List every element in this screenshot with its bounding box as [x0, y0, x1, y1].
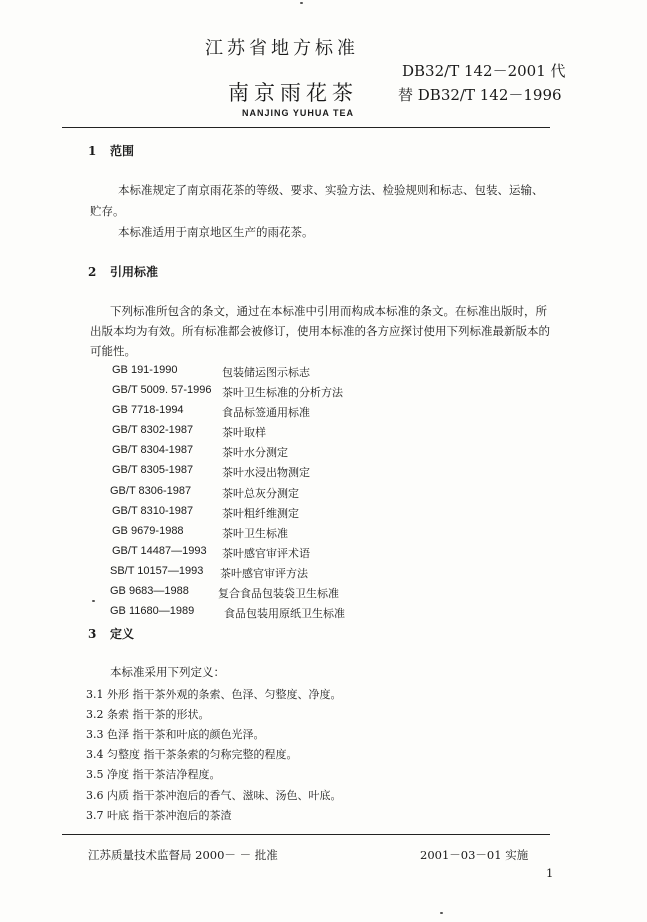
section-heading-definitions — [88, 625, 134, 642]
reference-code: GB 11680—1989 — [110, 605, 195, 617]
definition-item: 3.7 叶底 指干茶冲泡后的茶渣 — [86, 809, 232, 822]
page-number: 1 — [546, 866, 554, 880]
section-number: 2 — [88, 265, 97, 279]
references-intro-line: 可能性。 — [90, 344, 136, 358]
reference-code: GB/T 8304-1987 — [112, 444, 194, 456]
reference-title: 茶叶水浸出物测定 — [222, 466, 310, 479]
standard-code: DB32/T 142－2001 代 — [402, 62, 566, 80]
reference-code: GB/T 8302-1987 — [112, 424, 194, 436]
section-title: 引用标准 — [110, 265, 159, 279]
document-title: 南京雨花茶 — [228, 81, 358, 105]
reference-code: GB/T 5009. 57-1996 — [112, 384, 212, 396]
reference-code: GB/T 8305-1987 — [112, 464, 194, 476]
reference-title: 茶叶取样 — [222, 426, 266, 439]
header-divider — [62, 127, 550, 128]
scope-paragraph: 本标准适用于南京地区生产的雨花茶。 — [118, 225, 314, 239]
reference-title: 食品包装用原纸卫生标准 — [224, 607, 345, 620]
approval-line: 江苏质量技术监督局 2000－ － 批准 — [88, 848, 278, 862]
replaced-standard: 替 DB32/T 142－1996 — [398, 86, 562, 104]
effective-date: 2001－03－01 实施 — [420, 848, 529, 862]
reference-title: 茶叶卫生标准的分析方法 — [222, 386, 343, 399]
reference-code: GB/T 14487—1993 — [112, 545, 207, 557]
issuing-body: 江苏省地方标准 — [205, 38, 359, 59]
definitions-intro: 本标准采用下列定义： — [110, 665, 225, 679]
section-number: 3 — [88, 627, 97, 641]
definition-item: 3.1 外形 指干茶外观的条索、色泽、匀整度、净度。 — [86, 688, 342, 701]
section-title: 范围 — [110, 144, 135, 158]
reference-code: GB 9679-1988 — [112, 525, 184, 537]
reference-title: 茶叶总灰分测定 — [222, 487, 299, 500]
reference-title: 茶叶感官审评术语 — [222, 547, 310, 560]
reference-title: 复合食品包装袋卫生标准 — [218, 587, 339, 600]
reference-title: 包装储运图示标志 — [222, 366, 310, 379]
reference-title: 茶叶粗纤维测定 — [222, 507, 299, 520]
reference-title: 茶叶卫生标准 — [222, 527, 288, 540]
reference-title: 茶叶感官审评方法 — [220, 567, 308, 580]
scan-speck — [300, 2, 303, 4]
scope-paragraph-line: 本标准规定了南京雨花茶的等级、要求、实验方法、检验规则和标志、包装、运输、 — [118, 183, 544, 197]
reference-code: GB 7718-1994 — [112, 404, 184, 416]
section-heading-references — [88, 263, 158, 280]
reference-code: GB/T 8306-1987 — [110, 485, 192, 497]
footer-divider — [62, 834, 550, 835]
section-title: 定义 — [110, 627, 135, 641]
reference-code: GB 9683—1988 — [110, 585, 189, 597]
definition-item: 3.5 净度 指干茶洁净程度。 — [86, 768, 221, 781]
scan-speck — [440, 912, 443, 914]
reference-title: 茶叶水分测定 — [222, 446, 288, 459]
scan-speck — [92, 600, 95, 602]
definition-item: 3.2 条索 指干茶的形状。 — [86, 708, 210, 721]
reference-code: GB/T 8310-1987 — [112, 505, 194, 517]
reference-code: GB 191-1990 — [112, 364, 178, 376]
section-heading-scope — [88, 142, 134, 159]
section-number: 1 — [88, 144, 97, 158]
definition-item: 3.4 匀整度 指干茶条索的匀称完整的程度。 — [86, 748, 298, 761]
references-intro-line: 出版本均为有效。所有标准都会被修订，使用本标准的各方应探讨使用下列标准最新版本的 — [90, 324, 550, 338]
definition-item: 3.3 色泽 指干茶和叶底的颜色光泽。 — [86, 728, 265, 741]
scope-paragraph-line: 贮存。 — [90, 204, 125, 218]
document-title-english: NANJING YUHUA TEA — [242, 108, 355, 118]
reference-title: 食品标签通用标准 — [222, 406, 310, 419]
reference-code: SB/T 10157—1993 — [110, 565, 204, 577]
references-intro-line: 下列标准所包含的条文，通过在本标准中引用而构成本标准的条文。在标准出版时，所 — [110, 304, 547, 318]
definition-item: 3.6 内质 指干茶冲泡后的香气、滋味、汤色、叶底。 — [86, 789, 342, 802]
